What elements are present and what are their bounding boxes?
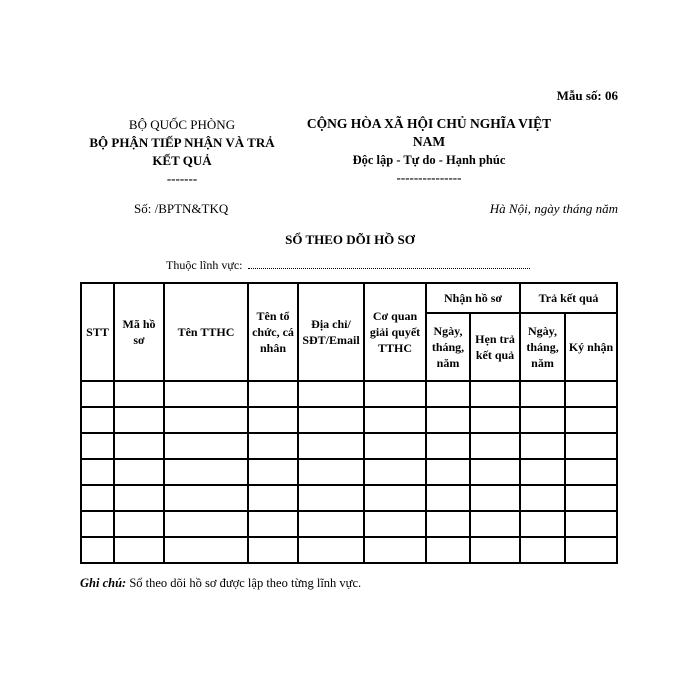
table-cell[interactable] [426, 537, 470, 563]
header-procedure-name: Tên TTHC [164, 283, 248, 381]
table-cell[interactable] [114, 485, 164, 511]
table-cell[interactable] [298, 485, 364, 511]
table-cell[interactable] [81, 459, 114, 485]
table-cell[interactable] [298, 433, 364, 459]
table-cell[interactable] [114, 511, 164, 537]
table-row [81, 433, 617, 459]
table-row [81, 459, 617, 485]
table-cell[interactable] [81, 407, 114, 433]
table-cell[interactable] [470, 511, 520, 537]
table-cell[interactable] [164, 407, 248, 433]
table-cell[interactable] [114, 407, 164, 433]
table-cell[interactable] [298, 459, 364, 485]
table-cell[interactable] [364, 537, 426, 563]
table-cell[interactable] [164, 511, 248, 537]
table-cell[interactable] [298, 537, 364, 563]
table-cell[interactable] [364, 511, 426, 537]
table-cell[interactable] [364, 381, 426, 407]
table-cell[interactable] [470, 459, 520, 485]
table-cell[interactable] [248, 407, 298, 433]
table-cell[interactable] [248, 485, 298, 511]
table-cell[interactable] [565, 381, 617, 407]
table-cell[interactable] [298, 511, 364, 537]
header-record-code: Mã hồ sơ [114, 283, 164, 381]
table-cell[interactable] [470, 485, 520, 511]
table-cell[interactable] [520, 381, 565, 407]
table-cell[interactable] [426, 511, 470, 537]
form-number: Mẫu số: 06 [556, 88, 618, 103]
header-return-date: Ngày, tháng, năm [520, 313, 565, 381]
table-cell[interactable] [364, 433, 426, 459]
header-stt: STT [81, 283, 114, 381]
header-applicant-name: Tên tổ chức, cá nhân [248, 283, 298, 381]
table-cell[interactable] [114, 537, 164, 563]
table-cell[interactable] [565, 511, 617, 537]
document-number: Số: /BPTN&TKQ [134, 201, 229, 216]
table-row [81, 511, 617, 537]
table-cell[interactable] [364, 407, 426, 433]
header-signature: Ký nhận [565, 313, 617, 381]
table-body [81, 381, 617, 563]
left-header [80, 116, 284, 188]
table-cell[interactable] [298, 407, 364, 433]
header-receive-group: Nhận hồ sơ [426, 283, 520, 313]
table-cell[interactable] [520, 433, 565, 459]
header-agency: Cơ quan giải quyết TTHC [364, 283, 426, 381]
note-text: Sổ theo dõi hồ sơ được lập theo từng lĩnh vực. [129, 576, 362, 590]
table-cell[interactable] [565, 485, 617, 511]
table-cell[interactable] [248, 433, 298, 459]
table-cell[interactable] [520, 459, 565, 485]
table-cell[interactable] [164, 433, 248, 459]
table-cell[interactable] [114, 381, 164, 407]
table-row [81, 381, 617, 407]
table-cell[interactable] [565, 433, 617, 459]
table-cell[interactable] [426, 381, 470, 407]
table-cell[interactable] [114, 433, 164, 459]
field-input-line[interactable] [248, 258, 530, 269]
table-cell[interactable] [81, 537, 114, 563]
table-cell[interactable] [565, 407, 617, 433]
field-line [166, 258, 530, 273]
right-header [296, 115, 562, 187]
table-cell[interactable] [81, 485, 114, 511]
place-date: Hà Nội, ngày tháng năm [489, 201, 618, 216]
nation-name: CỘNG HÒA XÃ HỘI CHỦ NGHĨA VIỆT NAM [306, 116, 552, 149]
table-cell[interactable] [426, 407, 470, 433]
left-separator: ------- [166, 171, 198, 186]
table-cell[interactable] [426, 433, 470, 459]
table-cell[interactable] [565, 459, 617, 485]
table-cell[interactable] [114, 459, 164, 485]
table-cell[interactable] [248, 511, 298, 537]
table-cell[interactable] [248, 459, 298, 485]
table-cell[interactable] [364, 459, 426, 485]
right-separator: --------------- [396, 170, 462, 185]
table-cell[interactable] [520, 537, 565, 563]
table-cell[interactable] [520, 511, 565, 537]
org-department: BỘ PHẬN TIẾP NHẬN VÀ TRẢ KẾT QUẢ [89, 135, 275, 168]
document-title: SỔ THEO DÕI HỒ SƠ [285, 232, 415, 247]
header-appointment: Hẹn trả kết quả [470, 313, 520, 381]
table-row [81, 537, 617, 563]
note-label: Ghi chú: [80, 576, 127, 590]
header-return-group: Trả kết quả [520, 283, 617, 313]
table-cell[interactable] [470, 381, 520, 407]
table-cell[interactable] [520, 407, 565, 433]
header-receive-date: Ngày, tháng, năm [426, 313, 470, 381]
table-cell[interactable] [248, 381, 298, 407]
table-cell[interactable] [298, 381, 364, 407]
table-cell[interactable] [164, 537, 248, 563]
table-cell[interactable] [164, 459, 248, 485]
registry-table [80, 282, 618, 564]
table-cell[interactable] [520, 485, 565, 511]
table-row [81, 485, 617, 511]
table-cell[interactable] [470, 433, 520, 459]
table-cell[interactable] [426, 485, 470, 511]
table-cell[interactable] [364, 485, 426, 511]
field-label: Thuộc lĩnh vực: [166, 258, 243, 272]
table-row [81, 407, 617, 433]
header-contact: Địa chỉ/ SĐT/Email [298, 283, 364, 381]
table-cell[interactable] [164, 381, 248, 407]
table-cell[interactable] [565, 537, 617, 563]
table-cell[interactable] [426, 459, 470, 485]
org-ministry: BỘ QUỐC PHÒNG [128, 117, 236, 132]
note [80, 576, 361, 591]
national-motto: Độc lập - Tự do - Hạnh phúc [352, 153, 506, 167]
table-cell[interactable] [81, 433, 114, 459]
table-cell[interactable] [81, 511, 114, 537]
table-cell[interactable] [81, 381, 114, 407]
table-cell[interactable] [470, 537, 520, 563]
table-cell[interactable] [248, 537, 298, 563]
table-cell[interactable] [164, 485, 248, 511]
table-cell[interactable] [470, 407, 520, 433]
